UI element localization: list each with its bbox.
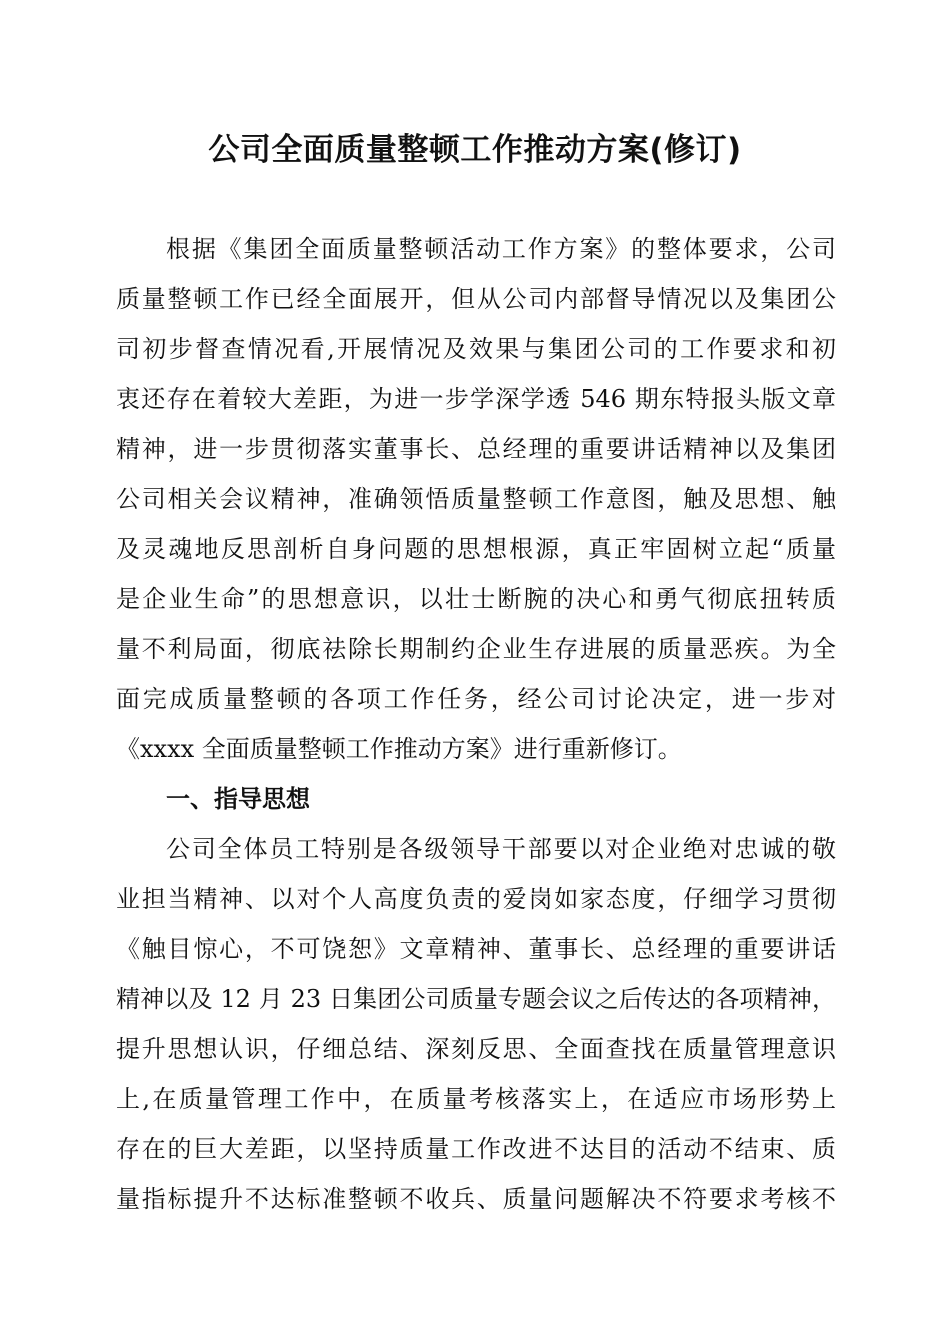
paragraph-1-line: 衷还存在着较大差距，为进一步学深学透 546 期东特报头版文章 [116,385,836,413]
paragraph-1-line: 《xxxx 全面质量整顿工作推动方案》进行重新修订。 [116,735,682,763]
paragraph-1-line: 面完成质量整顿的各项工作任务，经公司讨论决定，进一步对 [116,685,836,713]
paragraph-1-line: 及灵魂地反思剖析自身问题的思想根源，真正牢固树立起“质量 [116,535,836,563]
paragraph-1-line: 公司相关会议精神，准确领悟质量整顿工作意图，触及思想、触 [116,485,836,513]
document-title: 公司全面质量整顿工作推动方案(修订) [208,132,742,168]
paragraph-2-line: 精神以及 12 月 23 日集团公司质量专题会议之后传达的各项精神， [116,985,836,1013]
paragraph-2-line: 上,在质量管理工作中，在质量考核落实上，在适应市场形势上 [116,1085,836,1113]
section-heading: 一、指导思想 [166,785,310,813]
paragraph-2-line: 量指标提升不达标准整顿不收兵、质量问题解决不符要求考核不 [116,1185,836,1213]
paragraph-1-line: 是企业生命”的思想意识，以壮士断腕的决心和勇气彻底扭转质 [116,585,836,613]
paragraph-2-line: 业担当精神、以对个人高度负责的爱岗如家态度，仔细学习贯彻 [116,885,836,913]
paragraph-1-line: 精神，进一步贯彻落实董事长、总经理的重要讲话精神以及集团 [116,435,836,463]
paragraph-1-line: 质量整顿工作已经全面展开，但从公司内部督导情况以及集团公 [116,285,836,313]
paragraph-2-line: 存在的巨大差距，以坚持质量工作改进不达目的活动不结束、质 [116,1135,836,1163]
paragraph-2-line: 《触目惊心，不可饶恕》文章精神、董事长、总经理的重要讲话 [116,935,836,963]
paragraph-1-line: 司初步督查情况看,开展情况及效果与集团公司的工作要求和初 [116,335,836,363]
paragraph-1-line: 量不利局面，彻底祛除长期制约企业生存进展的质量恶疾。为全 [116,635,836,663]
paragraph-1-line: 根据《集团全面质量整顿活动工作方案》的整体要求，公司 [166,235,836,263]
paragraph-2-line: 公司全体员工特别是各级领导干部要以对企业绝对忠诚的敬 [166,835,836,863]
paragraph-2-line: 提升思想认识，仔细总结、深刻反思、全面查找在质量管理意识 [116,1035,836,1063]
